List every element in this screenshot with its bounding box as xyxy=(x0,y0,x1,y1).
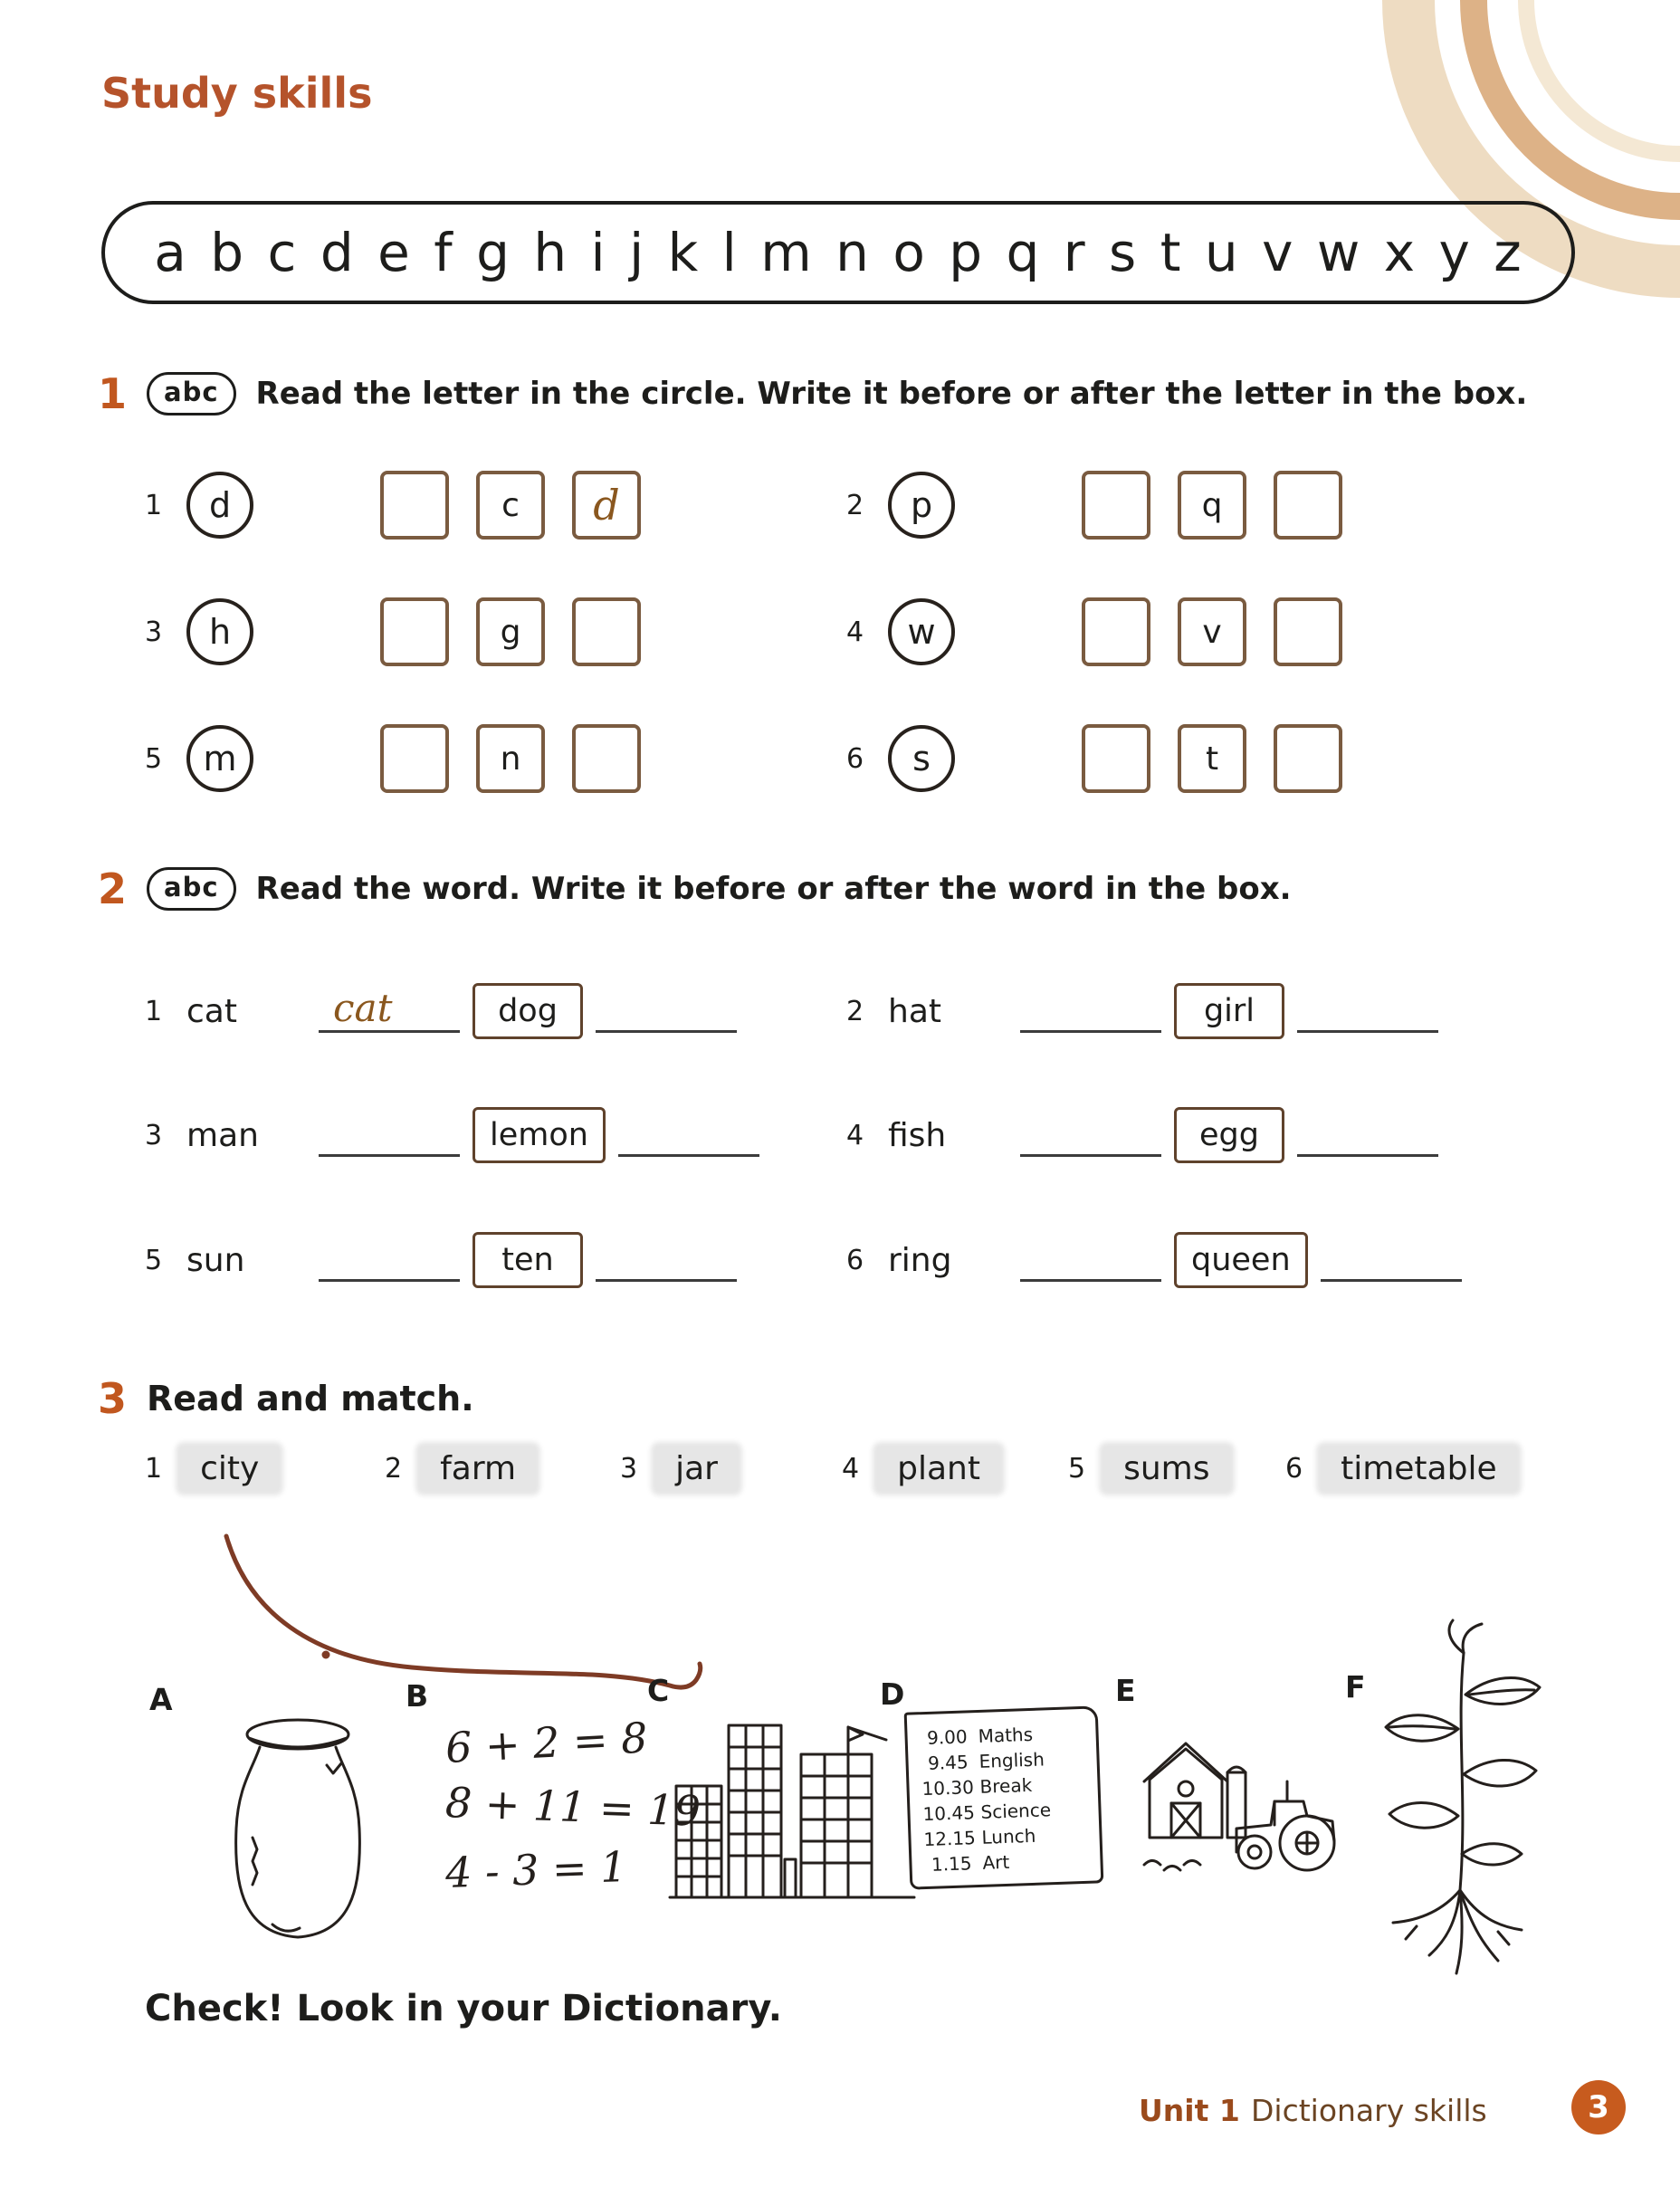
item-number: 5 xyxy=(145,742,163,775)
picture-letter-B: B xyxy=(406,1678,429,1714)
handwritten-answer: cat xyxy=(333,986,393,1030)
picture-timetable[interactable] xyxy=(904,1705,1104,1889)
tt-time: 10.45 xyxy=(922,1801,976,1826)
given-letter-box: c xyxy=(476,471,545,540)
write-line-after[interactable] xyxy=(1321,1240,1462,1282)
letter-circle: h xyxy=(186,598,253,665)
answer-boxes xyxy=(1082,471,1342,540)
answer-box-after[interactable]: d xyxy=(572,471,641,540)
answer-boxes xyxy=(380,597,641,666)
word-box: girl xyxy=(1174,983,1284,1039)
letter-circle: m xyxy=(186,725,253,792)
match-word-timetable[interactable]: timetable xyxy=(1321,1447,1517,1491)
sum-line: 4 - 3 = 1 xyxy=(444,1842,628,1897)
answer-box-before[interactable] xyxy=(380,597,449,666)
ex2-item-2 xyxy=(846,982,1451,1040)
abc-badge: abc xyxy=(147,372,236,415)
item-number: 5 xyxy=(145,1244,163,1276)
match-line-city-to-C xyxy=(177,1514,765,1722)
alphabet-strip: a b c d e f g h i j k l m n o p q r s t u v w x y z xyxy=(101,201,1575,304)
answer-boxes xyxy=(1082,597,1342,666)
given-letter-box: n xyxy=(476,724,545,793)
tt-time: 12.15 xyxy=(923,1827,977,1851)
word-box: ten xyxy=(472,1232,583,1288)
write-line-before[interactable] xyxy=(1020,1115,1161,1157)
item-number: 1 xyxy=(145,995,163,1027)
footer-section: Dictionary skills xyxy=(1251,2093,1487,2128)
item-number: 6 xyxy=(1285,1453,1303,1485)
tt-subject: English xyxy=(978,1748,1045,1772)
item-number: 4 xyxy=(846,616,864,648)
picture-letter-F: F xyxy=(1345,1669,1366,1705)
item-number: 1 xyxy=(145,1453,163,1485)
answer-boxes xyxy=(380,724,641,793)
answer-box-after[interactable] xyxy=(1274,597,1342,666)
answer-boxes xyxy=(380,471,641,540)
picture-plant[interactable] xyxy=(1362,1619,1557,1985)
sum-line: 6 + 2 = 8 xyxy=(444,1713,649,1772)
item-number: 2 xyxy=(846,489,864,521)
match-word-farm[interactable]: farm xyxy=(420,1447,536,1491)
picture-letter-E: E xyxy=(1115,1673,1136,1708)
given-word: cat xyxy=(186,992,237,1030)
answer-box-after[interactable] xyxy=(572,597,641,666)
item-number: 3 xyxy=(620,1453,638,1485)
item-number: 6 xyxy=(846,1244,864,1276)
item-number: 2 xyxy=(846,995,864,1027)
match-word-jar[interactable]: jar xyxy=(655,1447,738,1491)
picture-letter-C: C xyxy=(647,1673,670,1708)
given-word: man xyxy=(186,1116,259,1154)
exercise2-instruction: Read the word. Write it before or after the word in the box. xyxy=(255,871,1292,907)
given-word: sun xyxy=(186,1241,245,1279)
item-number: 2 xyxy=(385,1453,403,1485)
write-line-after[interactable] xyxy=(596,991,737,1033)
ex1-item-4 xyxy=(846,597,1342,666)
tt-subject: Art xyxy=(982,1850,1010,1874)
tt-subject: Maths xyxy=(978,1723,1034,1747)
match-item-city xyxy=(145,1447,279,1491)
ex2-item-6 xyxy=(846,1231,1475,1289)
exercise1-instruction: Read the letter in the circle. Write it before or after the letter in the box. xyxy=(255,376,1528,412)
tt-subject: Lunch xyxy=(981,1824,1036,1848)
item-number: 4 xyxy=(842,1453,860,1485)
picture-city[interactable] xyxy=(665,1700,919,1913)
abc-badge: abc xyxy=(147,867,236,911)
picture-letter-A: A xyxy=(149,1682,173,1717)
write-line-after[interactable] xyxy=(618,1115,759,1157)
ex2-item-3 xyxy=(145,1106,772,1164)
item-number: 5 xyxy=(1068,1453,1086,1485)
tt-subject: Break xyxy=(979,1773,1033,1798)
word-box: queen xyxy=(1174,1232,1308,1288)
match-item-plant xyxy=(842,1447,1000,1491)
given-letter-box: t xyxy=(1178,724,1246,793)
exercise3-header xyxy=(98,1374,474,1423)
tt-time: 9.45 xyxy=(927,1751,969,1774)
answer-box-before[interactable] xyxy=(380,471,449,540)
match-item-farm xyxy=(385,1447,536,1491)
match-word-plant[interactable]: plant xyxy=(877,1447,1000,1491)
match-word-city[interactable]: city xyxy=(180,1447,279,1491)
word-box: egg xyxy=(1174,1107,1284,1163)
ex1-item-2 xyxy=(846,471,1342,540)
answer-box-after[interactable] xyxy=(1274,471,1342,540)
answer-box-after[interactable] xyxy=(1274,724,1342,793)
item-number: 3 xyxy=(145,1119,163,1151)
picture-letter-D: D xyxy=(880,1676,905,1712)
footer-unit: Unit 1 xyxy=(1139,2093,1240,2128)
given-word: hat xyxy=(888,992,941,1030)
write-line-before[interactable] xyxy=(319,1240,460,1282)
item-number: 3 xyxy=(145,616,163,648)
exercise1-number: 1 xyxy=(98,369,128,418)
picture-jar[interactable] xyxy=(220,1713,378,1957)
tt-time: 9.00 xyxy=(926,1725,969,1749)
answer-box-after[interactable] xyxy=(572,724,641,793)
exercise3-number: 3 xyxy=(98,1374,128,1423)
exercise2-number: 2 xyxy=(98,864,128,913)
match-item-jar xyxy=(620,1447,738,1491)
letter-circle: s xyxy=(888,725,955,792)
write-line-before[interactable] xyxy=(319,1115,460,1157)
given-word: ring xyxy=(888,1241,952,1279)
picture-sums[interactable] xyxy=(444,1713,702,1908)
tt-time: 10.30 xyxy=(921,1776,975,1800)
ex2-item-1 xyxy=(145,982,749,1040)
exercise1-header xyxy=(98,369,1527,418)
exercise2-header xyxy=(98,864,1292,913)
match-item-sums xyxy=(1068,1447,1230,1491)
ex2-item-5 xyxy=(145,1231,749,1289)
page-number-badge: 3 xyxy=(1571,2080,1626,2134)
letter-circle: p xyxy=(888,472,955,539)
write-line-before[interactable] xyxy=(1020,1240,1161,1282)
write-line-after[interactable] xyxy=(1297,1115,1438,1157)
answer-box-before[interactable] xyxy=(1082,597,1150,666)
answer-box-before[interactable] xyxy=(1082,724,1150,793)
ex1-item-5 xyxy=(145,724,641,793)
word-box: dog xyxy=(472,983,583,1039)
word-box: lemon xyxy=(472,1107,606,1163)
write-line-before[interactable] xyxy=(1020,991,1161,1033)
exercise3-instruction: Read and match. xyxy=(147,1379,474,1418)
ex2-item-4 xyxy=(846,1106,1451,1164)
answer-box-before[interactable] xyxy=(1082,471,1150,540)
match-item-timetable xyxy=(1285,1447,1517,1491)
ex1-item-1 xyxy=(145,471,641,540)
tt-time: 1.15 xyxy=(931,1852,972,1876)
answer-boxes xyxy=(1082,724,1342,793)
given-letter-box: g xyxy=(476,597,545,666)
ex1-item-3 xyxy=(145,597,641,666)
ex1-item-6 xyxy=(846,724,1342,793)
check-note: Check! Look in your Dictionary. xyxy=(145,1988,782,2029)
letter-circle: d xyxy=(186,472,253,539)
page-title: Study skills xyxy=(101,69,373,118)
given-word: fish xyxy=(888,1116,947,1154)
timetable-row xyxy=(924,1847,1092,1877)
given-letter-box: q xyxy=(1178,471,1246,540)
write-line-before[interactable] xyxy=(319,986,460,1033)
write-line-after[interactable] xyxy=(596,1240,737,1282)
item-number: 1 xyxy=(145,489,163,521)
letter-circle: w xyxy=(888,598,955,665)
given-letter-box: v xyxy=(1178,597,1246,666)
sum-line: 8 + 11 = 19 xyxy=(444,1778,702,1836)
item-number: 6 xyxy=(846,742,864,775)
answer-box-before[interactable] xyxy=(380,724,449,793)
write-line-after[interactable] xyxy=(1297,991,1438,1033)
item-number: 4 xyxy=(846,1119,864,1151)
tt-subject: Science xyxy=(980,1799,1052,1823)
picture-farm[interactable] xyxy=(1139,1709,1356,1890)
match-word-sums[interactable]: sums xyxy=(1103,1447,1229,1491)
